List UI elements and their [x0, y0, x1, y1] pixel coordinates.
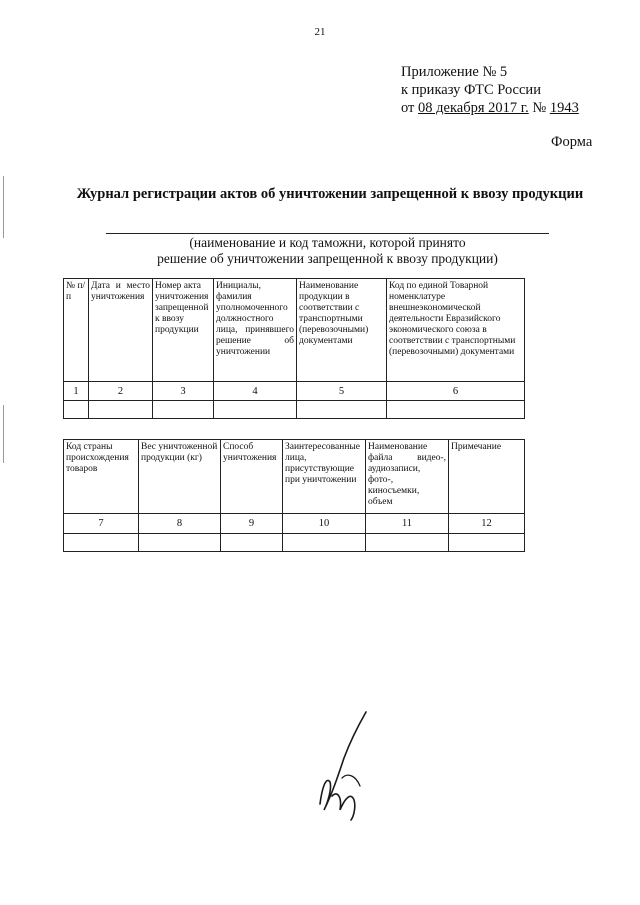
column-number: 5 — [297, 382, 387, 401]
column-header: Код страны происхождения товаров — [64, 440, 139, 514]
customs-caption-line: (наименование и код таможни, которой принято — [189, 235, 466, 250]
column-header: Наименование файла видео-, аудиозаписи, фото-, киносъемки, объем — [366, 440, 449, 514]
table-cell — [387, 401, 525, 419]
table-header-row — [64, 279, 525, 382]
column-number: 3 — [153, 382, 214, 401]
column-header: Примечание — [449, 440, 525, 514]
order-number-label: № — [532, 100, 547, 116]
column-header: Вес уничтоженной продукции (кг) — [139, 440, 221, 514]
column-header: Инициалы, фамилия уполномоченного должностного лица, принявшего решение об уничтожении — [214, 279, 297, 382]
order-prefix: от — [401, 100, 415, 116]
column-header: Номер акта уничтожения запрещенной к ввозу продукции — [153, 279, 214, 382]
column-header: № п/п — [64, 279, 89, 382]
column-number: 8 — [139, 514, 221, 534]
table-cell — [449, 534, 525, 552]
page-number: 21 — [314, 26, 326, 38]
appendix-order-line — [401, 99, 579, 117]
column-number: 2 — [89, 382, 153, 401]
column-number: 10 — [283, 514, 366, 534]
column-number: 6 — [387, 382, 525, 401]
appendix-line: к приказу ФТС России — [401, 82, 541, 98]
table-cell — [297, 401, 387, 419]
column-number: 1 — [64, 382, 89, 401]
appendix-block — [401, 63, 579, 117]
column-number: 12 — [449, 514, 525, 534]
table-cell — [89, 401, 153, 419]
column-number: 7 — [64, 514, 139, 534]
column-header: Заинтересованные лица, присутствующие при уничтожении — [283, 440, 366, 514]
customs-name-blank-line — [106, 233, 549, 234]
handwritten-signature — [318, 706, 388, 821]
table-cell — [64, 534, 139, 552]
journal-table-part-2 — [63, 439, 525, 552]
table-cell — [64, 401, 89, 419]
document-title: Журнал регистрации актов об уничтожении запрещенной к ввозу продукции — [76, 186, 584, 202]
table-cell — [153, 401, 214, 419]
appendix-line: Приложение № 5 — [401, 64, 508, 80]
column-number: 4 — [214, 382, 297, 401]
column-number-row — [64, 382, 525, 401]
column-header: Дата и место уничтожения — [89, 279, 153, 382]
column-number-row — [64, 514, 525, 534]
table-row — [64, 534, 525, 552]
table-cell — [283, 534, 366, 552]
column-number: 9 — [221, 514, 283, 534]
column-header: Способ уничтожения — [221, 440, 283, 514]
customs-caption-line: решение об уничтожении запрещенной к ввозу продукции) — [157, 251, 498, 266]
customs-caption — [106, 235, 549, 267]
order-date: 08 декабря 2017 г. — [418, 100, 529, 116]
table-cell — [214, 401, 297, 419]
table-cell — [221, 534, 283, 552]
journal-table-part-1 — [63, 278, 525, 419]
scan-edge-mark — [3, 176, 4, 238]
table-cell — [366, 534, 449, 552]
table-row — [64, 401, 525, 419]
order-number: 1943 — [549, 100, 579, 116]
form-label: Форма — [551, 134, 593, 150]
column-number: 11 — [366, 514, 449, 534]
table-cell — [139, 534, 221, 552]
scan-edge-mark — [3, 405, 4, 463]
table-header-row — [64, 440, 525, 514]
column-header: Наименование продукции в соответствии с транспортными (перевозочными) документами — [297, 279, 387, 382]
column-header: Код по единой Товарной номенклатуре внешнеэкономической деятельности Евразийского экономического союза в соответствии с транспортными (перевозочными) документами — [387, 279, 525, 382]
